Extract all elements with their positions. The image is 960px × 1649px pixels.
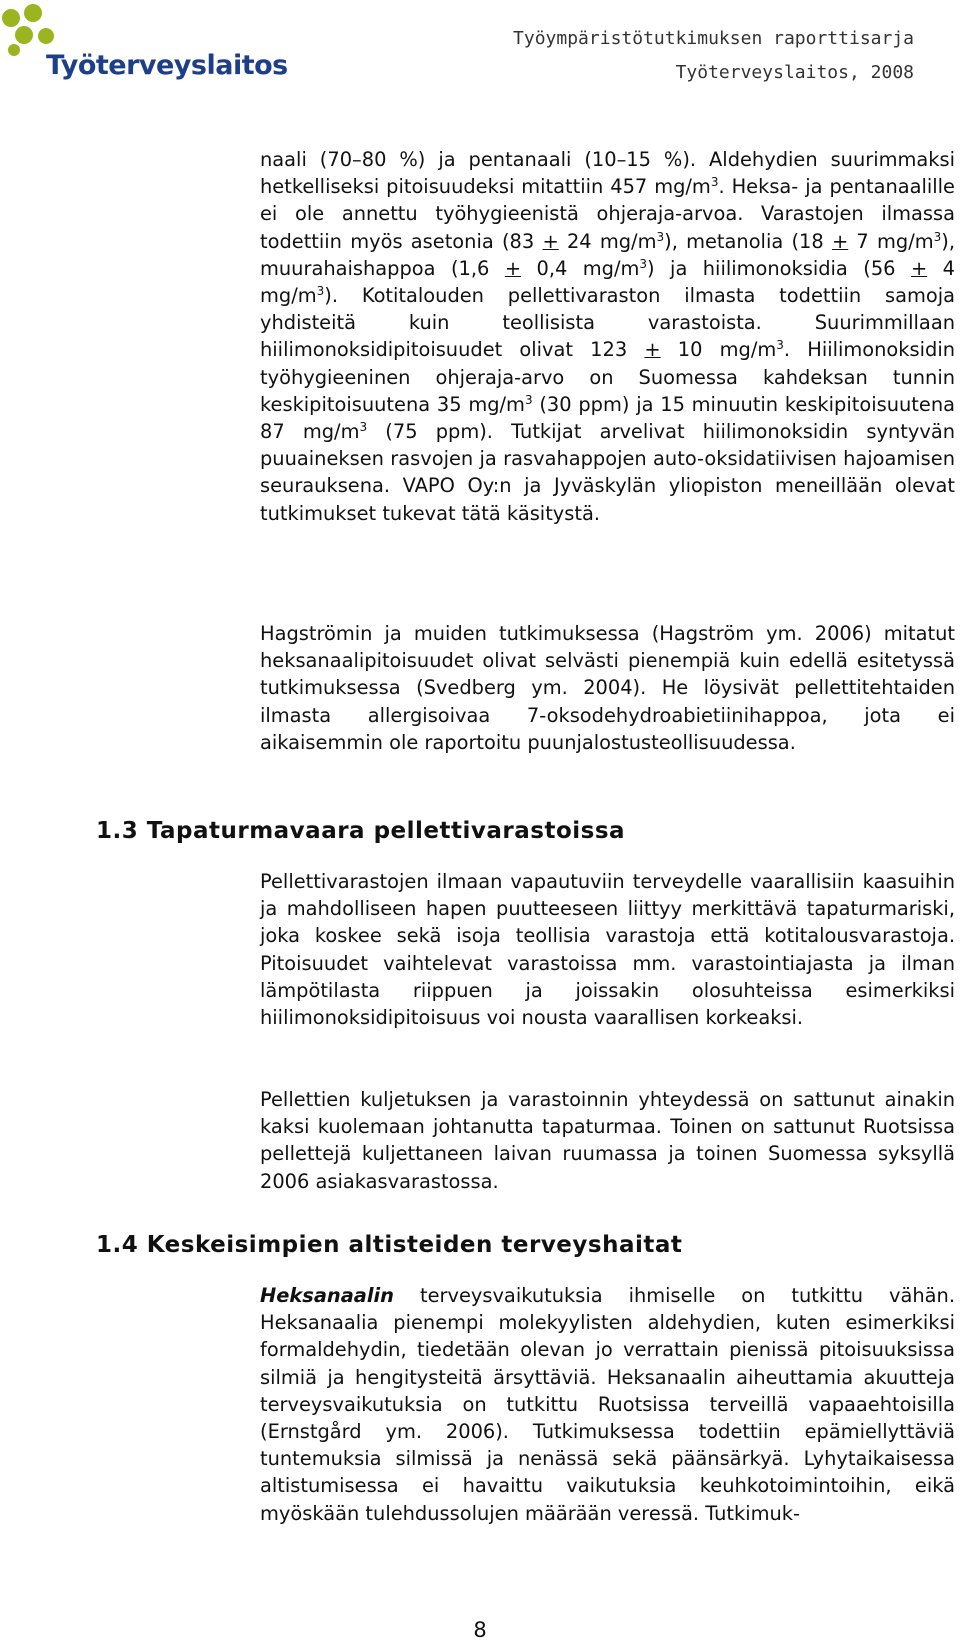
paragraph-hagstrom: Hagströmin ja muiden tutkimuksessa (Hagström ym. 2006) mitatut heksanaalipitoisuudet olivat selvästi pienempiä kuin edellä esitetyssä tutkimuksessa (Svedberg ym. 2004). He löysivät pellettitehtaiden ilmasta allergisoivaa 7-oksodehydroabietiinihappoa, jota ei aikaisemmin ole raportoitu puunjalostusteollisuudessa. — [260, 622, 955, 754]
publisher-year: Työterveyslaitos, 2008 — [675, 62, 914, 83]
section-heading-1-4: 1.4 Keskeisimpien altisteiden terveyshaitat — [96, 1232, 683, 1258]
term-hexanal: Heksanaalin — [260, 1284, 394, 1307]
paragraph-aldehydes: naali (70–80 %) ja pentanaali (10–15 %). Aldehydien suurimmaksi hetkelliseksi pitoisuudeksi mitattiin 457 $mg/m^3$. Heksa- ja pentanaalille ei ole annettu työhygieenistä ohjeraja-arvoa. Varastojen ilmassa todettiin myös asetonia (83 + 24 $mg/m^3$), metanolia (18 + 7 $mg/m^3$), muurahaishappoa (1,6 + 0,4 $mg/m^3$) ja hiilimonoksidia (56 + 4 $mg/m^3$). Kotitalouden pellettivaraston ilmasta todettiin samoja yhdisteitä kuin teollisista varastoista. Suurimmillaan hiilimonoksidipitoisuudet olivat 123 + 10 $mg/m^3$. Hiilimonoksidin työhygieeninen ohjeraja-arvo on Suomessa kahdeksan tunnin keskipitoisuutena 35 $mg/m^3$ (30 ppm) ja 15 minuutin keskipitoisuutena 87 $mg/m^3$ (75 ppm). Tutkijat arvelivat hiilimonoksidin syntyvän puuaineksen rasvojen ja rasvahappojen auto-oksidatiivisen hajoamisen seurauksena. VAPO Oy:n ja Jyväskylän yliopiston meneillään olevat tutkimukset tukevat tätä käsitystä. — [260, 148, 955, 525]
paragraph-fatal-accidents: Pellettien kuljetuksen ja varastoinnin yhteydessä on sattunut ainakin kaksi kuolemaan johtanutta tapaturmaa. Toinen on sattunut Ruotsissa pellettejä kuljettaneen laivan ruumassa ja toinen Suomessa syksyllä 2006 asiakasvarastossa. — [260, 1088, 955, 1193]
page-number: 8 — [473, 1618, 487, 1642]
paragraph-hexanal-health: Heksanaalin terveysvaikutuksia ihmiselle on tutkittu vähän. Heksanaalia pienempi molekyylisten aldehydien, kuten esimerkiksi formaldehydin, tiedetään olevan jo verrattain pienissä pitoisuuksissa silmiä ja hengitysteitä ärsyttäviä. Heksanaalin aiheuttamia akuutteja terveysvaikutuksia on tutkittu Ruotsissa terveillä vapaaehtoisilla (Ernstgård ym. 2006). Tutkimuksessa todettiin epämiellyttäviä tuntemuksia silmissä ja nenässä sekä päänsärkyä. Lyhytaikaisessa altistumisessa ei havaittu vaikutuksia keuhkotoimintoihin, eikä myöskään tulehdussolujen määrään veressä. Tutkimuk- — [260, 1284, 955, 1525]
running-header — [513, 22, 914, 90]
paragraph-accident-risk: Pellettivarastojen ilmaan vapautuviin terveydelle vaarallisiin kaasuihin ja mahdolliseen hapen puutteeseen liittyy merkittävä tapaturmariski, joka koskee sekä isoja teollisia varastoja että kotitalousvarastoja. Pitoisuudet vaihtelevat varastoissa mm. varastointiajasta ja ilman lämpötilasta riippuen ja joissakin olosuhteissa esimerkiksi hiilimonoksidipitoisuus voi nousta vaarallisen korkeaksi. — [260, 870, 955, 1030]
section-heading-1-3: 1.3 Tapaturmavaara pellettivarastoissa — [96, 818, 626, 844]
logo-wordmark: Työterveyslaitos — [46, 50, 288, 81]
series-title: Työympäristötutkimuksen raporttisarja — [513, 28, 914, 49]
organization-logo — [0, 0, 288, 90]
